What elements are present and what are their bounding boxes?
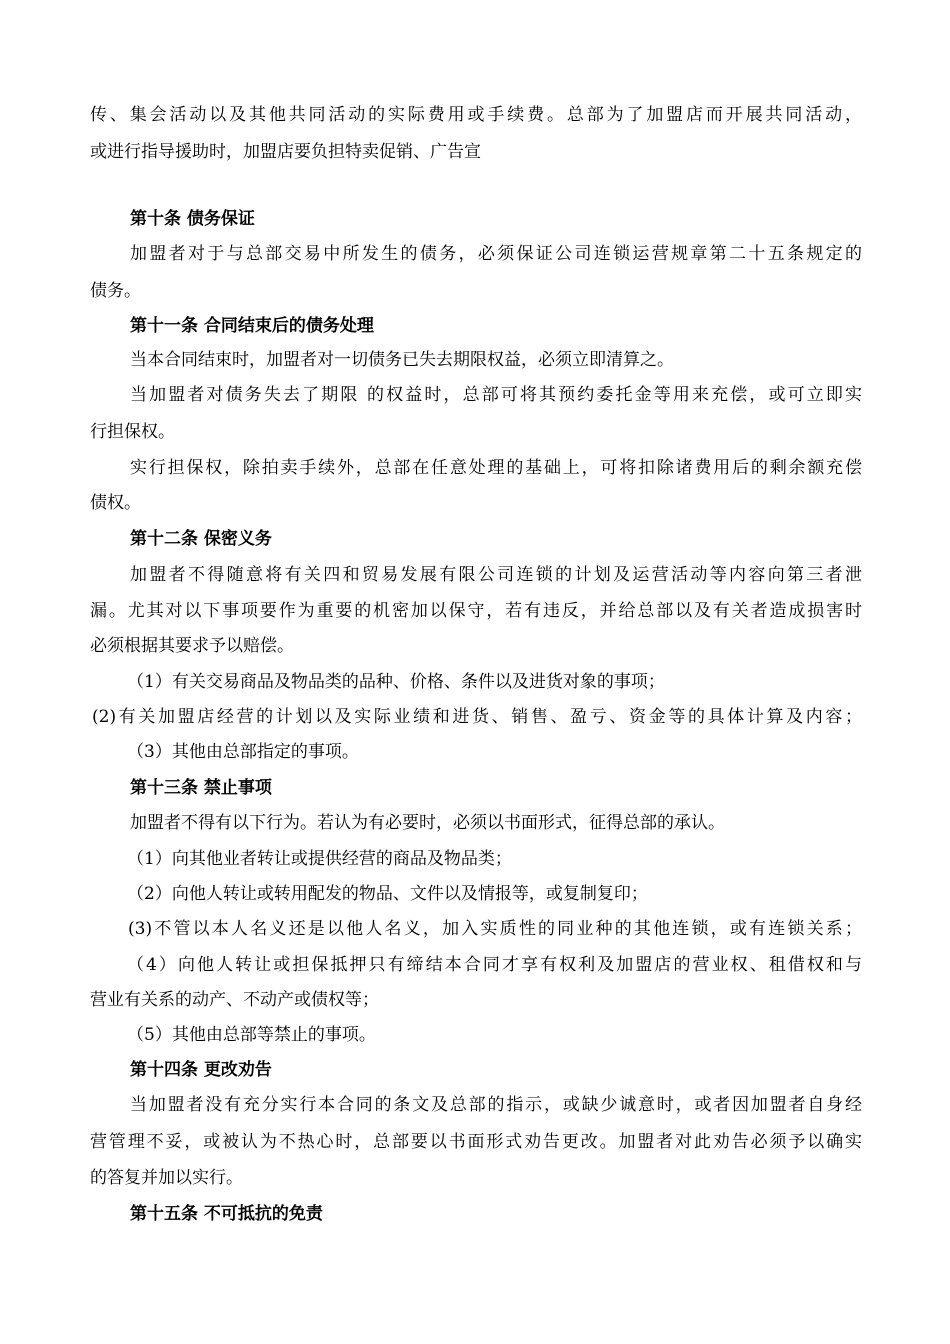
paragraph-line: 加盟者不得有以下行为。若认为有必要时，必须以书面形式，征得总部的承认。 xyxy=(130,813,725,833)
paragraph-line: 必须根据其要求予以赔偿。 xyxy=(90,636,294,656)
paragraph-line: 加盟者不得随意将有关四和贸易发展有限公司连锁的计划及运营活动等内容向第三者泄 xyxy=(130,565,862,585)
list-item: (2)有关加盟店经营的计划以及实际业绩和进货、销售、盈亏、资金等的具体计算及内容； xyxy=(92,707,862,727)
article-heading: 第十条 债务保证 xyxy=(130,209,255,229)
article-heading: 第十五条 不可抵抗的免责 xyxy=(130,1204,323,1224)
paragraph-line: 营业有关系的动产、不动产或债权等； xyxy=(90,990,379,1010)
list-item: （2）向他人转让或转用配发的物品、文件以及情报等，或复制复印； xyxy=(127,884,648,904)
paragraph-line: 当本合同结束时，加盟者对一切债务已失去期限权益，必须立即清算之。 xyxy=(130,350,674,370)
paragraph-line: 或进行指导援助时，加盟店要负担特卖促销、广告宣 xyxy=(90,142,481,162)
paragraph-line: 债权。 xyxy=(90,493,141,513)
list-item: （3）其他由总部指定的事项。 xyxy=(127,742,359,762)
paragraph-line: 行担保权。 xyxy=(90,422,175,442)
list-item: （4）向他人转让或担保抵押只有缔结本合同才享有权利及加盟店的营业权、租借权和与 xyxy=(127,955,862,975)
list-item: (3)不管以本人名义还是以他人名义，加入实质性的同业种的其他连锁，或有连锁关系； xyxy=(128,919,862,939)
article-heading: 第十四条 更改劝告 xyxy=(130,1060,272,1080)
article-heading: 第十二条 保密义务 xyxy=(130,529,272,549)
paragraph-line: 当加盟者对债务失去了期限 的权益时，总部可将其预约委托金等用来充偿，或可立即实 xyxy=(130,385,862,405)
list-item: （1）向其他业者转让或提供经营的商品及物品类； xyxy=(127,849,512,869)
paragraph-line: 债务。 xyxy=(90,281,141,301)
article-heading: 第十一条 合同结束后的债务处理 xyxy=(130,316,374,336)
paragraph-line: 的答复并加以实行。 xyxy=(90,1168,243,1188)
paragraph-line: 当加盟者没有充分实行本合同的条文及总部的指示，或缺少诚意时，或者因加盟者自身经 xyxy=(130,1095,862,1115)
article-heading: 第十三条 禁止事项 xyxy=(130,778,272,798)
list-item: （5）其他由总部等禁止的事项。 xyxy=(127,1025,376,1045)
paragraph-line: 营管理不妥，或被认为不热心时，总部要以书面形式劝告更改。加盟者对此劝告必须予以确实 xyxy=(90,1132,862,1152)
paragraph-line: 实行担保权，除拍卖手续外，总部在任意处理的基础上，可将扣除诸费用后的剩余额充偿 xyxy=(130,458,862,478)
paragraph-line: 传、集会活动以及其他共同活动的实际费用或手续费。总部为了加盟店而开展共同活动， xyxy=(90,105,862,125)
paragraph-line: 漏。尤其对以下事项要作为重要的机密加以保守，若有违反，并给总部以及有关者造成损害时 xyxy=(90,601,862,621)
paragraph-line: 加盟者对于与总部交易中所发生的债务，必须保证公司连锁运营规章第二十五条规定的 xyxy=(130,244,862,264)
list-item: （1）有关交易商品及物品类的品种、价格、条件以及进货对象的事项； xyxy=(127,672,665,692)
